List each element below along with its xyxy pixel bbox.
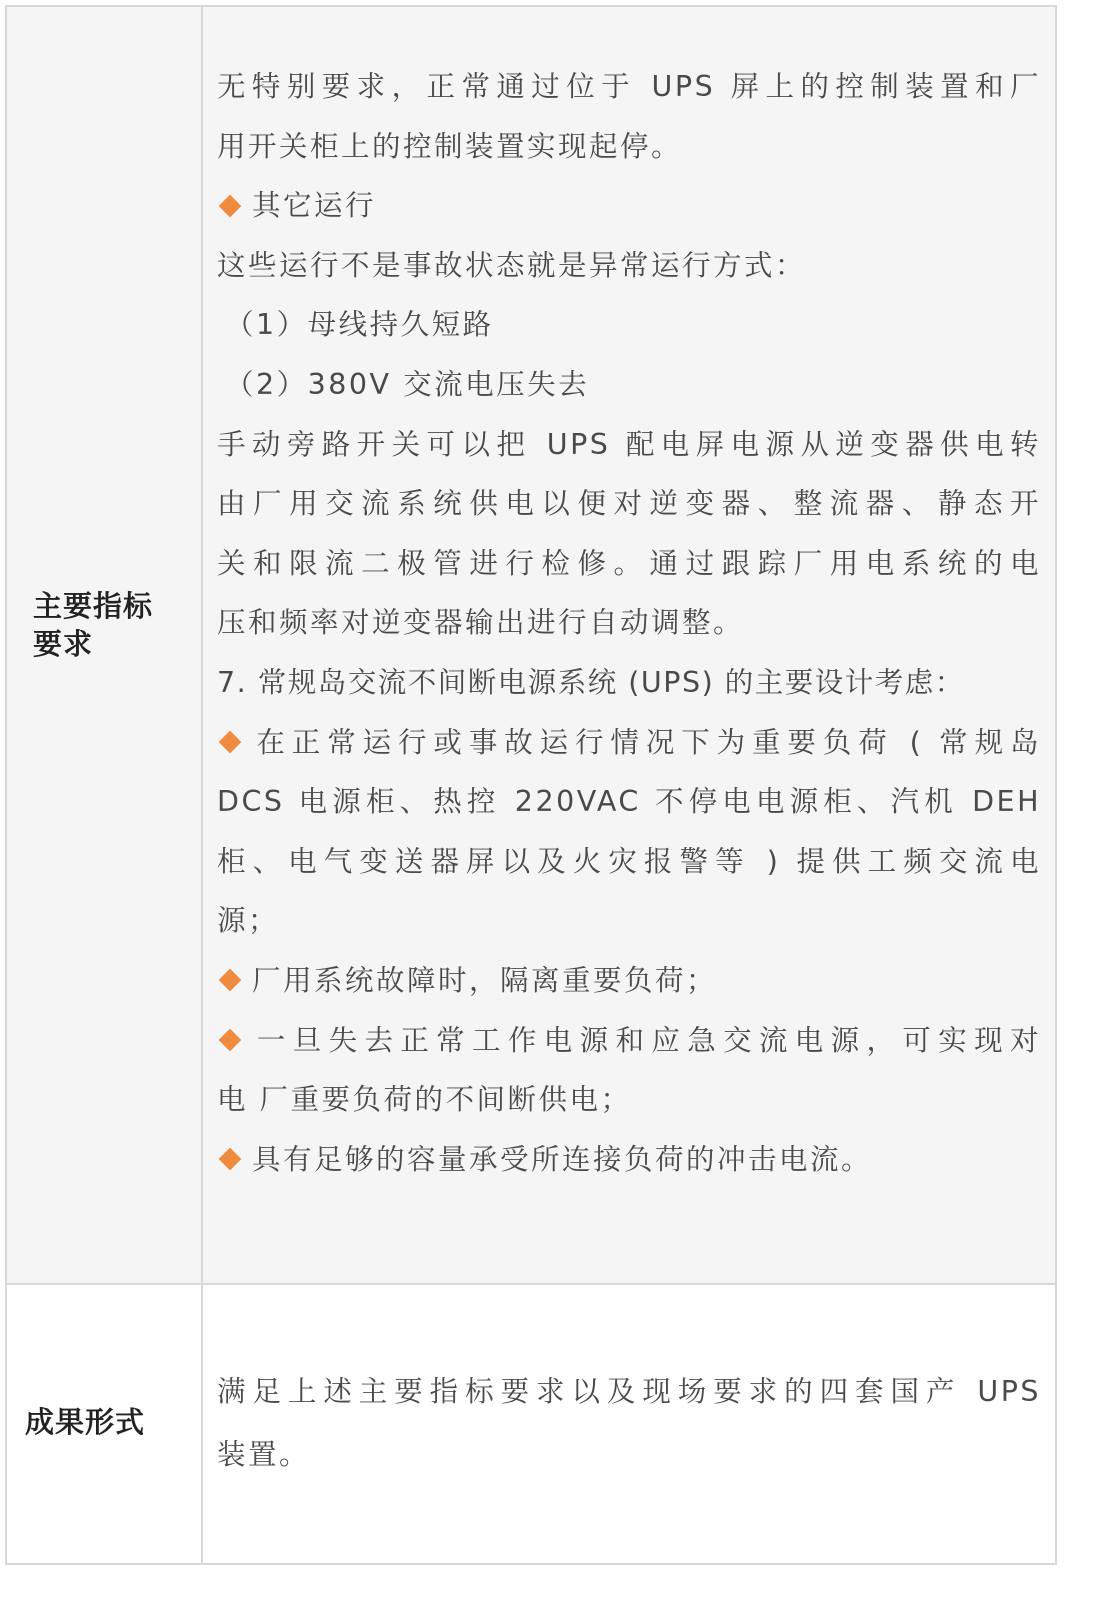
list-item-text: 具有足够的容量承受所连接负荷的冲击电流。 [252,1142,873,1176]
list-item [217,713,1041,773]
list-item-text: 厂用系统故障时，隔离重要负荷； [252,963,718,997]
list-item [217,1130,1041,1190]
diamond-bullet-icon [219,1029,242,1052]
diamond-bullet-icon [219,194,242,217]
label-cell [7,1285,203,1563]
list-item [217,176,1041,236]
text-line: DCS 电源柜、热控 220VAC 不停电电源柜、汽机 DEH [217,785,1041,819]
text-line: 电 厂重要负荷的不间断供电； [217,1083,632,1117]
label-cell [7,7,203,1283]
diamond-bullet-icon [219,969,242,992]
list-item-text: 一旦失去正常工作电源和应急交流电源，可实现对 [252,1023,1041,1057]
diamond-bullet-icon [219,1148,242,1171]
text-line: （2）380V 交流电压失去 [225,367,590,401]
text-line: 源； [217,904,280,938]
text-line: 这些运行不是事故状态就是异常运行方式： [217,248,807,282]
table-row-result-form [5,1283,1057,1565]
table-row-main-requirements [5,5,1057,1285]
content-cell [217,1360,1041,1486]
row-label: 主要指标要求 [33,589,154,661]
text-line: 满足上述主要指标要求以及现场要求的四套国产 UPS [217,1375,1041,1408]
text-line: 压和频率对逆变器输出进行自动调整。 [217,606,745,640]
text-line: 无特别要求，正常通过位于 UPS 屏上的控制装置和厂 [217,70,1041,103]
text-line: 柜、电气变送器屏以及火灾报警等 ) 提供工频交流电 [217,844,1041,878]
text-line: 装置。 [217,1438,311,1471]
text-line: 由厂用交流系统供电以便对逆变器、整流器、静态开 [217,487,1041,521]
text-line: （1）母线持久短路 [225,308,494,342]
text-line: 关和限流二极管进行检修。通过跟踪厂用电系统的电 [217,546,1041,580]
list-item [217,951,1041,1011]
diamond-bullet-icon [219,731,242,754]
list-item-text: 其它运行 [252,189,377,223]
list-item-text: 在正常运行或事故运行情况下为重要负荷 ( 常规岛 [252,725,1041,759]
list-item [217,1011,1041,1071]
content-cell [217,57,1041,1189]
row-label: 成果形式 [25,1405,146,1439]
text-line: 手动旁路开关可以把 UPS 配电屏电源从逆变器供电转 [217,427,1041,461]
text-line: 7. 常规岛交流不间断电源系统 (UPS) 的主要设计考虑： [217,665,965,699]
text-line: 用开关柜上的控制装置实现起停。 [217,129,683,163]
